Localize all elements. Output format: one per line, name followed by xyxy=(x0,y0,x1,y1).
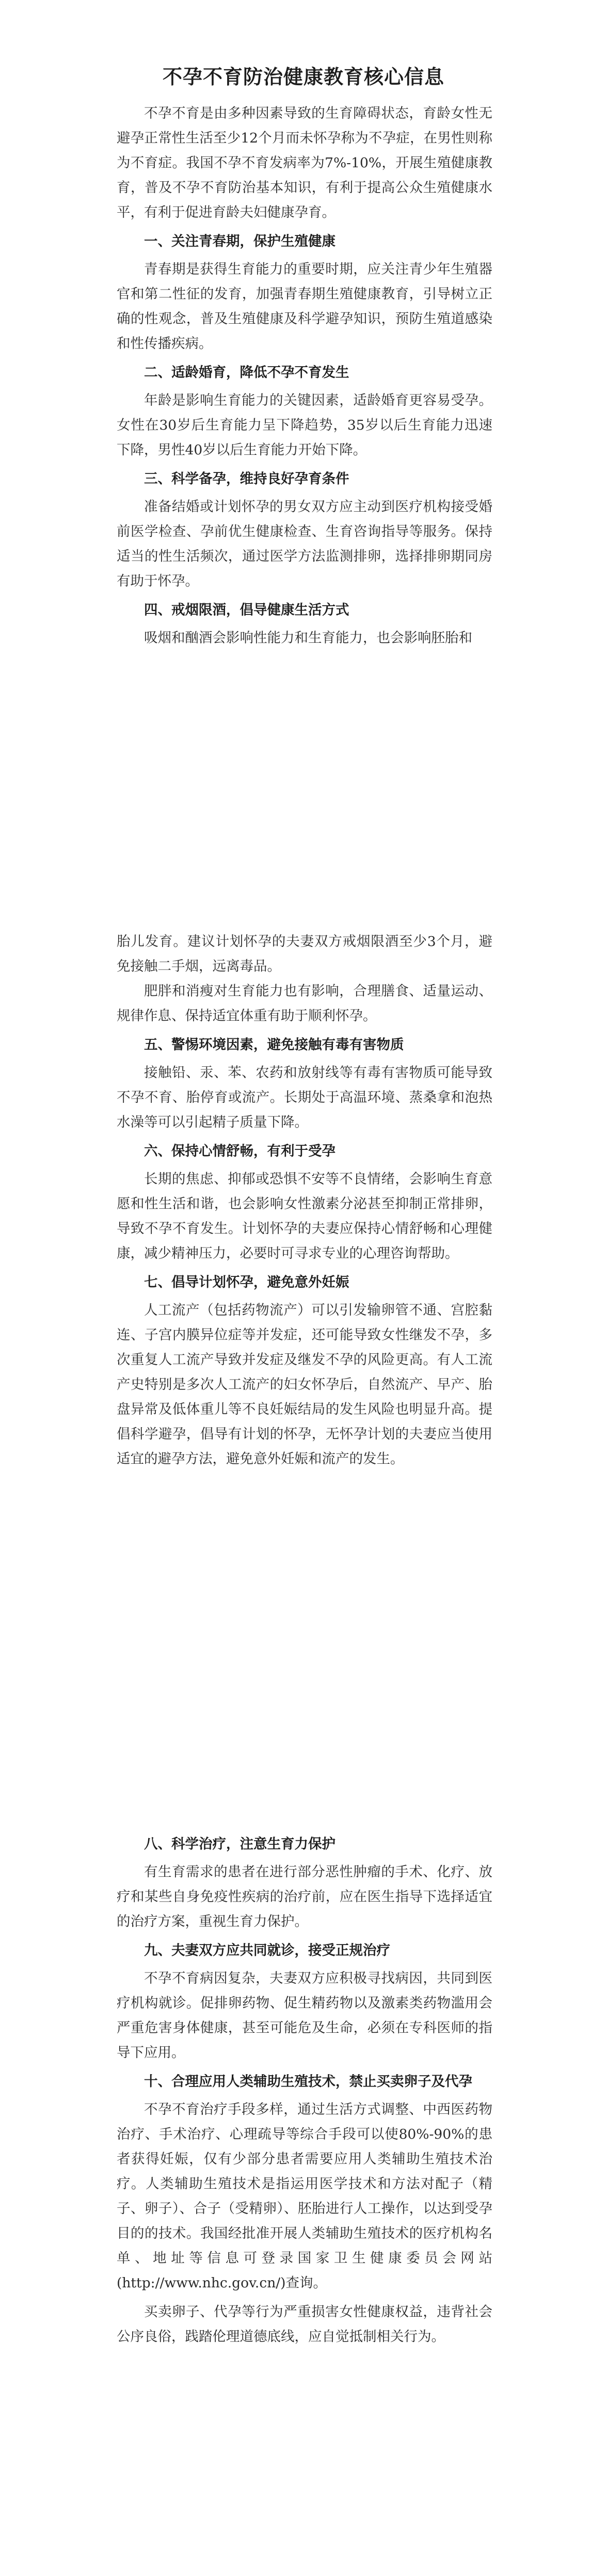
section-1-heading: 一、关注青春期，保护生殖健康 xyxy=(144,233,336,249)
section-10-heading: 十、合理应用人类辅助生殖技术，禁止买卖卵子及代孕 xyxy=(144,2074,472,2090)
section-10-paragraph-1: 不孕不育治疗手段多样，通过生活方式调整、中西医药物治疗、手术治疗、心理疏导等综合手段可以使80%-90%的患者获得妊娠，仅有少部分患者需要应用人类辅助生殖技术治疗。人类辅助生殖技术是指运用医学技术和方法对配子（精子、卵子）、合子（受精卵）、胚胎进行人工操作，以达到受孕目的的技术。我国经批准开展人类辅助生殖技术的医疗机构名单、地址等信息可登录国家卫生健康委员会网站(http://www.nhc.gov.cn/)查询。 xyxy=(117,2101,492,2291)
section-7-heading: 七、倡导计划怀孕，避免意外妊娠 xyxy=(144,1274,349,1290)
section-4-paragraph-continued: 胎儿发育。建议计划怀孕的夫妻双方戒烟限酒至少3个月，避免接触二手烟，远离毒品。 xyxy=(117,934,492,974)
section-1-paragraph: 青春期是获得生育能力的重要时期，应关注青少年生殖器官和第二性征的发育，加强青春期生殖健康教育，引导树立正确的性观念，普及生殖健康及科学避孕知识，预防生殖道感染和性传播疾病。 xyxy=(117,261,492,352)
section-7-paragraph: 人工流产（包括药物流产）可以引发输卵管不通、宫腔黏连、子宫内膜异位症等并发症，还可能导致女性继发不孕，多次重复人工流产导致并发症及继发不孕的风险更高。有人工流产史特别是多次人工流产的妇女怀孕后，自然流产、早产、胎盘异常及低体重儿等不良妊娠结局的发生风险也明显升高。提倡科学避孕，倡导有计划的怀孕，无怀孕计划的夫妻应当使用适宜的避孕方法，避免意外妊娠和流产的发生。 xyxy=(117,1302,492,1467)
section-2-heading: 二、适龄婚育，降低不孕不育发生 xyxy=(144,365,349,381)
section-3-paragraph: 准备结婚或计划怀孕的男女双方应主动到医疗机构接受婚前医学检查、孕前优生健康检查、生育咨询指导等服务。保持适当的性生活频次，通过医学方法监测排卵，选择排卵期同房有助于怀孕。 xyxy=(117,499,492,589)
section-6-paragraph: 长期的焦虑、抑郁或恐惧不安等不良情绪，会影响生育意愿和性生活和谐，也会影响女性激素分泌甚至抑制正常排卵，导致不孕不育发生。计划怀孕的夫妻应保持心情舒畅和心理健康，减少精神压力，必要时可寻求专业的心理咨询帮助。 xyxy=(117,1171,492,1261)
intro-paragraph: 不孕不育是由多种因素导致的生育障碍状态，育龄女性无避孕正常性生活至少12个月而未怀孕称为不孕症，在男性则称为不育症。我国不孕不育发病率为7%-10%，开展生殖健康教育，普及不孕不育防治基本知识，有利于提高公众生殖健康水平，有利于促进育龄夫妇健康孕育。 xyxy=(117,105,492,220)
section-4-heading: 四、戒烟限酒，倡导健康生活方式 xyxy=(144,602,349,618)
section-5-paragraph: 接触铅、汞、苯、农药和放射线等有毒有害物质可能导致不孕不育、胎停育或流产。长期处于高温环境、蒸桑拿和泡热水澡等可以引起精子质量下降。 xyxy=(117,1065,492,1130)
section-8-paragraph: 有生育需求的患者在进行部分恶性肿瘤的手术、化疗、放疗和某些自身免疫性疾病的治疗前，应在医生指导下选择适宜的治疗方案，重视生育力保护。 xyxy=(117,1864,492,1930)
section-2-paragraph: 年龄是影响生育能力的关键因素，适龄婚育更容易受孕。女性在30岁后生育能力呈下降趋势，35岁以后生育能力迅速下降，男性40岁以后生育能力开始下降。 xyxy=(117,392,492,458)
section-8-heading: 八、科学治疗，注意生育力保护 xyxy=(144,1836,336,1852)
section-9-paragraph: 不孕不育病因复杂，夫妻双方应积极寻找病因，共同到医疗机构就诊。促排卵药物、促生精药物以及激素类药物滥用会严重危害身体健康，甚至可能危及生命，必须在专科医师的指导下应用。 xyxy=(117,1970,492,2061)
content-block-1 xyxy=(117,101,492,651)
content-block-3 xyxy=(117,1832,492,2349)
section-4-paragraph-start: 吸烟和酗酒会影响性能力和生育能力，也会影响胚胎和 xyxy=(144,630,472,646)
section-5-heading: 五、警惕环境因素，避免接触有毒有害物质 xyxy=(144,1037,404,1053)
section-10-paragraph-2: 买卖卵子、代孕等行为严重损害女性健康权益，违背社会公序良俗，践踏伦理道德底线，应自觉抵制相关行为。 xyxy=(117,2304,492,2345)
section-9-heading: 九、夫妻双方应共同就诊，接受正规治疗 xyxy=(144,1942,390,1958)
document-title: 不孕不育防治健康教育核心信息 xyxy=(162,65,444,88)
section-4-paragraph-2: 肥胖和消瘦对生育能力也有影响，合理膳食、适量运动、规律作息、保持适宜体重有助于顺利怀孕。 xyxy=(117,983,492,1024)
section-3-heading: 三、科学备孕，维持良好孕育条件 xyxy=(144,471,349,487)
section-6-heading: 六、保持心情舒畅，有利于受孕 xyxy=(144,1143,336,1159)
content-block-2 xyxy=(117,929,492,1472)
